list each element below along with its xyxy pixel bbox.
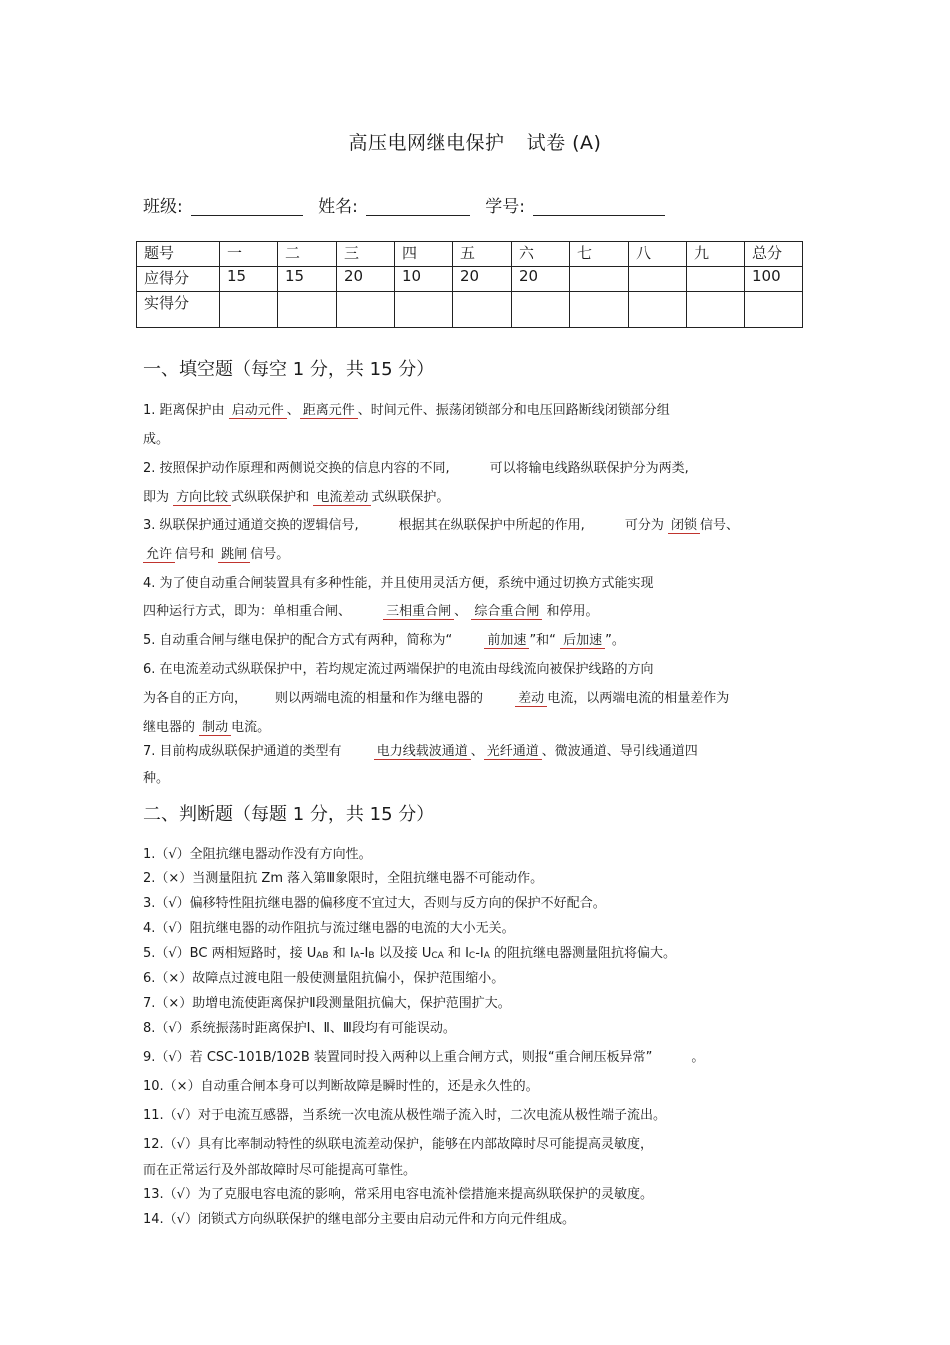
q-text: 即为	[143, 490, 170, 505]
judge-item: 8.（√）系统振荡时距离保护Ⅰ、Ⅱ、Ⅲ段均有可能误动。	[143, 1021, 456, 1036]
q2-line2	[143, 486, 449, 505]
judge-item: 6.（×）故障点过渡电阻一般使测量阻抗偏小，保护范围缩小。	[143, 971, 505, 986]
table-cell: 15	[220, 267, 278, 292]
score-entry-cell[interactable]	[278, 292, 337, 328]
subscript: C	[468, 951, 476, 961]
table-cell	[629, 267, 687, 292]
exam-title	[0, 128, 950, 155]
answer-blank: 跳闸	[218, 547, 250, 563]
q-text: 则以两端电流的相量和作为继电器的	[275, 691, 484, 706]
subscript: AB	[316, 951, 329, 961]
score-entry-cell[interactable]	[570, 292, 629, 328]
q-text: 7. 目前构成纵联保护通道的类型有	[143, 744, 342, 759]
q-text: 、	[470, 744, 484, 759]
q6-line2	[143, 687, 729, 706]
q-text: 电流。	[231, 720, 271, 735]
subscript: B	[368, 951, 375, 961]
score-table	[136, 241, 803, 328]
q2-line1	[143, 457, 689, 476]
table-cell: 实得分	[137, 292, 220, 328]
section1-heading: 一、填空题（每空 1 分，共 15 分）	[143, 359, 435, 380]
q-text: 信号和	[175, 547, 215, 562]
score-entry-cell[interactable]	[687, 292, 745, 328]
table-cell: 总分	[745, 242, 803, 267]
table-cell	[687, 267, 745, 292]
q-text: 电流，以两端电流的相量差作为	[547, 691, 730, 706]
q-text: 和 I	[328, 946, 354, 961]
judge-item: 7.（×）助增电流使距离保护Ⅱ段测量阻抗偏大，保护范围扩大。	[143, 996, 511, 1011]
q-text: 式纵联保护和	[231, 490, 310, 505]
table-cell: 应得分	[137, 267, 220, 292]
q6-line3	[143, 716, 270, 735]
q-text: 可以将输电线路纵联保护分为两类,	[489, 461, 689, 476]
judge-item: 3.（√）偏移特性阻抗继电器的偏移度不宜过大，否则与反方向的保护不好配合。	[143, 896, 606, 911]
q4-line2	[143, 600, 599, 619]
table-cell: 20	[453, 267, 512, 292]
judge-item: 12.（√）具有比率制动特性的纵联电流差动保护，能够在内部故障时尽可能提高灵敏度，	[143, 1137, 653, 1152]
q-text: 3. 纵联保护通过通道交换的逻辑信号,	[143, 518, 359, 533]
q3-line1	[143, 514, 739, 533]
answer-blank: 综合重合闸	[471, 604, 542, 620]
answer-blank: 启动元件	[229, 403, 287, 419]
q-text: 四种运行方式，即为：单相重合闸、	[143, 604, 352, 619]
q6-line1: 6. 在电流差动式纵联保护中，若均规定流过两端保护的电流由母线流向被保护线路的方向	[143, 662, 654, 677]
student-info-line	[143, 192, 675, 217]
table-cell: 20	[337, 267, 395, 292]
q-text: 根据其在纵联保护中所起的作用,	[398, 518, 585, 533]
answer-blank: 距离元件	[300, 403, 358, 419]
table-cell	[570, 267, 629, 292]
q-text: 、	[286, 403, 300, 418]
judge-item-5	[143, 942, 676, 961]
table-cell: 八	[629, 242, 687, 267]
q-text: 、微波通道、导引线通道四	[541, 744, 698, 759]
table-cell: 15	[278, 267, 337, 292]
table-cell: 题号	[137, 242, 220, 267]
q-text: 5.（√）BC 两相短路时，接 U	[143, 946, 317, 961]
score-entry-cell[interactable]	[629, 292, 687, 328]
answer-blank: 方向比较	[173, 490, 231, 506]
name-label: 姓名:	[318, 197, 358, 217]
table-cell: 七	[570, 242, 629, 267]
judge-item: 9.（√）若 CSC-101B/102B 装置同时投入两种以上重合闸方式，则报“重合闸压板异常” 。	[143, 1050, 705, 1065]
table-cell: 10	[395, 267, 453, 292]
q-text: 、	[454, 604, 468, 619]
score-entry-cell[interactable]	[512, 292, 570, 328]
student-id-label: 学号:	[485, 197, 526, 217]
score-entry-cell[interactable]	[337, 292, 395, 328]
score-entry-cell[interactable]	[395, 292, 453, 328]
score-table-should-row	[137, 267, 803, 292]
subscript: CA	[431, 951, 444, 961]
q-text: 1. 距离保护由	[143, 403, 225, 418]
exam-title-sub: 试卷 (A)	[526, 132, 602, 154]
answer-blank: 光纤通道	[484, 744, 542, 760]
q-text: ”和“	[529, 633, 556, 648]
judge-item: 而在正常运行及外部故障时尽可能提高可靠性。	[143, 1163, 417, 1178]
table-cell: 四	[395, 242, 453, 267]
table-cell: 五	[453, 242, 512, 267]
score-entry-cell[interactable]	[453, 292, 512, 328]
q-text: 、时间元件、振荡闭锁部分和电压回路断线闭锁部分组	[357, 403, 670, 418]
answer-blank: 电流差动	[313, 490, 371, 506]
q-text: 可分为	[624, 518, 664, 533]
exam-title-main: 高压电网继电保护	[348, 132, 505, 154]
q-text: 5. 自动重合闸与继电保护的配合方式有两种，简称为“	[143, 633, 453, 648]
q7-line2: 种。	[143, 771, 170, 786]
answer-blank: 电力线载波通道	[374, 744, 471, 760]
q-text: 和停用。	[546, 604, 599, 619]
table-cell: 20	[512, 267, 570, 292]
q1-line1	[143, 399, 670, 418]
q3-line2	[143, 543, 289, 562]
answer-blank: 差动	[515, 691, 547, 707]
score-entry-cell[interactable]	[220, 292, 278, 328]
judge-item: 13.（√）为了克服电容电流的影响，常采用电容电流补偿措施来提高纵联保护的灵敏度。	[143, 1187, 653, 1202]
table-cell: 一	[220, 242, 278, 267]
q1-line2: 成。	[143, 432, 170, 447]
judge-item: 2.（×）当测量阻抗 Zm 落入第Ⅲ象限时，全阻抗继电器不可能动作。	[143, 871, 544, 886]
q-text: 2. 按照保护动作原理和两侧说交换的信息内容的不同,	[143, 461, 450, 476]
answer-blank: 三相重合闸	[383, 604, 454, 620]
score-entry-cell[interactable]	[745, 292, 803, 328]
q-text: 信号。	[250, 547, 290, 562]
q4-line1: 4. 为了使自动重合闸装置具有多种性能，并且使用灵活方便，系统中通过切换方式能实现	[143, 576, 654, 591]
table-cell: 100	[745, 267, 803, 292]
q-text: 为各自的正方向，	[143, 691, 248, 706]
judge-item: 1.（√）全阻抗继电器动作没有方向性。	[143, 847, 372, 862]
q-text: ”。	[605, 633, 625, 648]
class-field[interactable]	[191, 197, 303, 216]
q-text: -I	[359, 946, 369, 961]
judge-item: 14.（√）闭锁式方向纵联保护的继电部分主要由启动元件和方向元件组成。	[143, 1212, 575, 1227]
answer-blank: 制动	[199, 720, 231, 736]
q-text: 以及接 U	[374, 946, 432, 961]
q5-line	[143, 629, 625, 648]
subscript: A	[353, 951, 360, 961]
name-field[interactable]	[366, 197, 470, 216]
score-table-header-row	[137, 242, 803, 267]
student-id-field[interactable]	[533, 197, 665, 216]
table-cell: 六	[512, 242, 570, 267]
q-text: 的阻抗继电器测量阻抗将偏大。	[489, 946, 677, 961]
section2-heading: 二、判断题（每题 1 分，共 15 分）	[143, 804, 435, 825]
table-cell: 九	[687, 242, 745, 267]
score-table-actual-row	[137, 292, 803, 328]
answer-blank: 前加速	[484, 633, 529, 649]
q7-line1	[143, 740, 698, 759]
answer-blank: 允许	[143, 547, 175, 563]
subscript: A	[483, 951, 490, 961]
judge-item: 4.（√）阻抗继电器的动作阻抗与流过继电器的电流的大小无关。	[143, 921, 515, 936]
judge-item: 11.（√）对于电流互感器，当系统一次电流从极性端子流入时，二次电流从极性端子流出。	[143, 1108, 666, 1123]
q-text: 式纵联保护。	[371, 490, 450, 505]
q-text: -I	[475, 946, 484, 961]
q-text: 继电器的	[143, 720, 196, 735]
q-text: 和 I	[443, 946, 469, 961]
judge-item: 10.（×）自动重合闸本身可以判断故障是瞬时性的，还是永久性的。	[143, 1079, 539, 1094]
answer-blank: 闭锁	[668, 518, 700, 534]
table-cell: 三	[337, 242, 395, 267]
answer-blank: 后加速	[560, 633, 605, 649]
class-label: 班级:	[143, 197, 183, 217]
table-cell: 二	[278, 242, 337, 267]
q-text: 信号、	[699, 518, 739, 533]
